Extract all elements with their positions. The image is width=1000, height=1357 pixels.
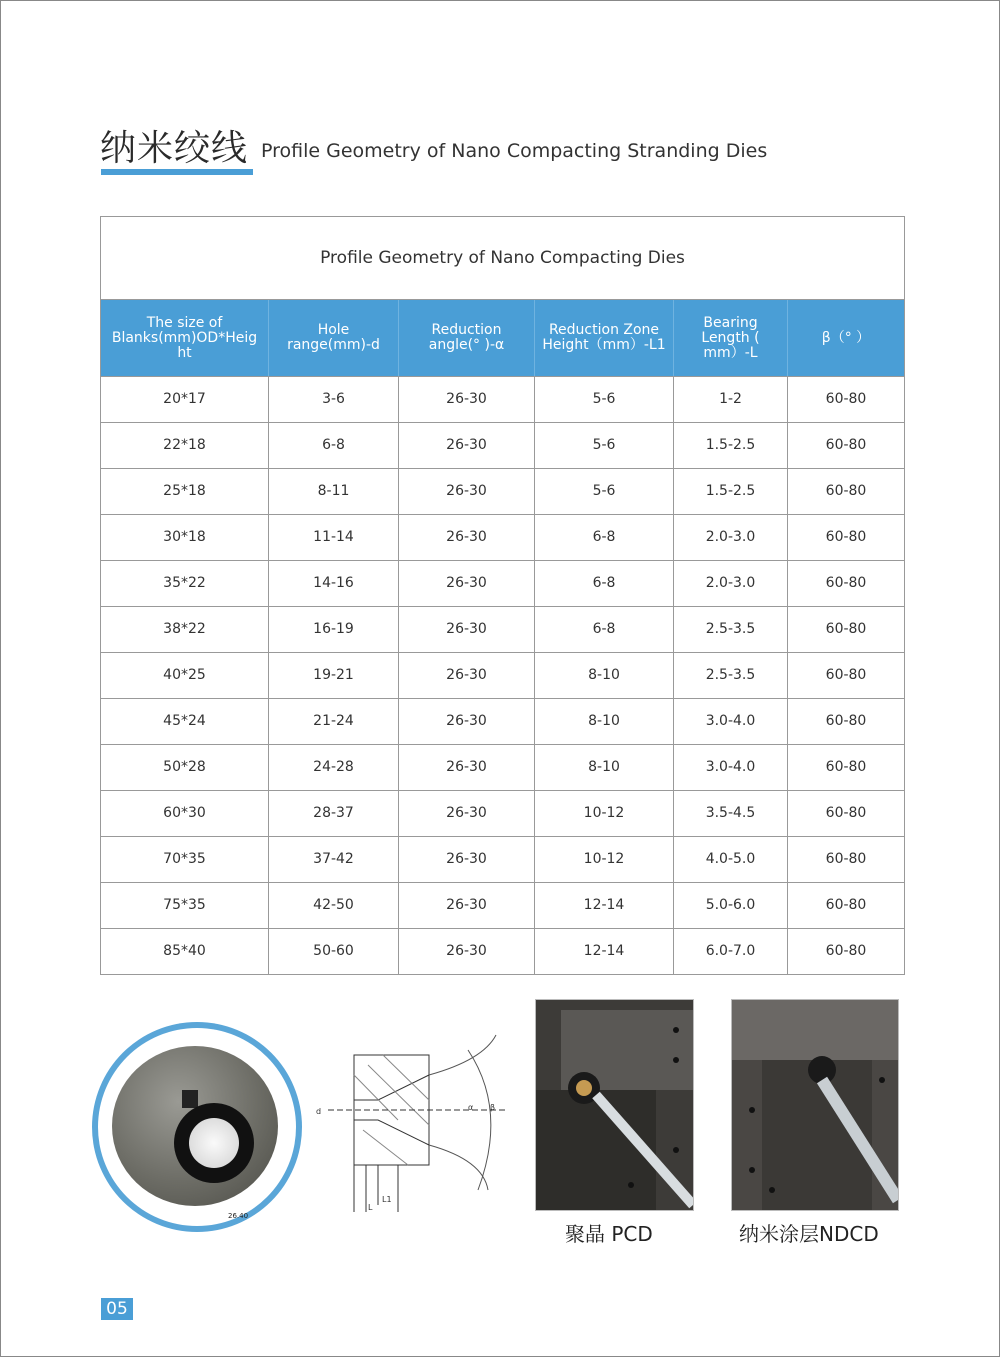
table-cell: 60-80 (787, 423, 904, 468)
ndcd-photo (731, 999, 899, 1211)
table-cell: 5-6 (534, 423, 673, 468)
table-cell: 38*22 (163, 621, 206, 637)
table-cell: 26-30 (398, 607, 534, 652)
table-cell: 50-60 (268, 929, 398, 974)
table-cell: 26-30 (398, 377, 534, 422)
table-cell: 16-19 (268, 607, 398, 652)
table-cell: 2.5-3.5 (673, 607, 787, 652)
table-cell: 60-80 (787, 791, 904, 836)
table-cell: 8-11 (268, 469, 398, 514)
caption-ndcd: 纳米涂层NDCD (739, 1222, 879, 1246)
table-cell: 26-30 (398, 837, 534, 882)
table-cell: 60-80 (787, 653, 904, 698)
table-cell: 6-8 (534, 561, 673, 606)
table-row (101, 836, 904, 882)
column-header: The size of Blanks(mm)OD*Heig ht (111, 314, 258, 361)
table-cell: 60*30 (163, 805, 206, 821)
table-cell: 35*22 (163, 575, 206, 591)
table-cell: 30*18 (163, 529, 206, 545)
drawing-label-alpha: α (468, 1103, 474, 1112)
table-cell: 60-80 (787, 469, 904, 514)
table-row (101, 652, 904, 698)
table-cell: 5-6 (534, 469, 673, 514)
table-row (101, 928, 904, 974)
column-header: Hole range(mm)-d (268, 300, 398, 376)
table-cell: 11-14 (268, 515, 398, 560)
table-cell: 10-12 (534, 837, 673, 882)
column-header: β（° ） (787, 300, 904, 376)
table-cell: 24-28 (268, 745, 398, 790)
table-cell: 26-30 (398, 883, 534, 928)
die-hole (189, 1118, 239, 1168)
table-cell: 26-30 (398, 653, 534, 698)
pcd-photo (535, 999, 694, 1211)
table-header-row (101, 300, 904, 376)
column-header: Bearing Length ( mm）-L (673, 300, 787, 376)
table-cell: 50*28 (163, 759, 206, 775)
table-cell: 10-12 (534, 791, 673, 836)
table-cell: 6-8 (268, 423, 398, 468)
table-cell: 22*18 (163, 437, 206, 453)
table-cell: 3.0-4.0 (673, 745, 787, 790)
table-cell: 20*17 (163, 391, 206, 407)
table-body (101, 376, 904, 974)
table-cell: 3.5-4.5 (673, 791, 787, 836)
die-code: 26.40 (228, 1212, 249, 1220)
table-cell: 8-10 (534, 699, 673, 744)
table-cell: 26-30 (398, 699, 534, 744)
table-cell: 85*40 (163, 943, 206, 959)
table-cell: 8-10 (534, 745, 673, 790)
table-cell: 26-30 (398, 745, 534, 790)
table-cell: 26-30 (398, 791, 534, 836)
table-row (101, 560, 904, 606)
page-number: 05 (101, 1298, 133, 1320)
table-cell: 19-21 (268, 653, 398, 698)
drawing-label-L: L (368, 1203, 373, 1212)
die-profile-drawing (308, 1030, 518, 1220)
table-cell: 4.0-5.0 (673, 837, 787, 882)
table-cell: 60-80 (787, 745, 904, 790)
table-cell: 26-30 (398, 561, 534, 606)
table-cell: 2.0-3.0 (673, 561, 787, 606)
table-cell: 12-14 (534, 883, 673, 928)
table-cell: 28-37 (268, 791, 398, 836)
table-cell: 2.0-3.0 (673, 515, 787, 560)
column-header: Reduction Zone Height（mm）-L1 (534, 300, 673, 376)
table-cell: 26-30 (398, 929, 534, 974)
table-cell: 60-80 (787, 837, 904, 882)
table-cell: 40*25 (163, 667, 206, 683)
table-row (101, 376, 904, 422)
title-underline (101, 169, 253, 175)
table-cell: 12-14 (534, 929, 673, 974)
table-cell: 6.0-7.0 (673, 929, 787, 974)
table-cell: 6-8 (534, 515, 673, 560)
table-cell: 60-80 (787, 515, 904, 560)
table-cell: 26-30 (398, 469, 534, 514)
table-cell: 21-24 (268, 699, 398, 744)
table-cell: 25*18 (163, 483, 206, 499)
drawing-label-beta: β (490, 1103, 496, 1112)
logo-icon (182, 1090, 198, 1108)
page-title-cn: 纳米绞线 (100, 128, 249, 169)
table-cell: 1-2 (673, 377, 787, 422)
page-title-en: Profile Geometry of Nano Compacting Stranding Dies (261, 140, 768, 162)
die-casing (112, 1046, 278, 1220)
table-row (101, 468, 904, 514)
table-cell: 5-6 (534, 377, 673, 422)
table-cell: 6-8 (534, 607, 673, 652)
table-cell: 42-50 (268, 883, 398, 928)
table-cell: 14-16 (268, 561, 398, 606)
table-cell: 75*35 (163, 897, 206, 913)
table-cell: 2.5-3.5 (673, 653, 787, 698)
table-title: Profile Geometry of Nano Compacting Dies (101, 217, 904, 300)
drawing-label-L1: L1 (382, 1195, 392, 1204)
table-cell: 60-80 (787, 377, 904, 422)
table-row (101, 698, 904, 744)
table-cell: 3.0-4.0 (673, 699, 787, 744)
table-cell: 3-6 (268, 377, 398, 422)
table-cell: 60-80 (787, 607, 904, 652)
die-photo (98, 1028, 296, 1226)
table-cell: 26-30 (398, 423, 534, 468)
table-row (101, 790, 904, 836)
table-cell: 8-10 (534, 653, 673, 698)
table-cell: 5.0-6.0 (673, 883, 787, 928)
table-row (101, 422, 904, 468)
table-cell: 37-42 (268, 837, 398, 882)
table-row (101, 514, 904, 560)
table-cell: 1.5-2.5 (673, 423, 787, 468)
table-cell: 70*35 (163, 851, 206, 867)
table-cell: 60-80 (787, 883, 904, 928)
table-cell: 60-80 (787, 699, 904, 744)
drawing-label-d: d (316, 1107, 322, 1116)
table-cell: 26-30 (398, 515, 534, 560)
table-row (101, 882, 904, 928)
table-row (101, 744, 904, 790)
table-row (101, 606, 904, 652)
table-cell: 60-80 (787, 561, 904, 606)
geometry-table (100, 216, 905, 975)
column-header: Reduction angle(° )-α (398, 300, 534, 376)
table-cell: 60-80 (787, 929, 904, 974)
table-cell: 45*24 (163, 713, 206, 729)
table-cell: 1.5-2.5 (673, 469, 787, 514)
caption-pcd: 聚晶 PCD (565, 1222, 653, 1246)
